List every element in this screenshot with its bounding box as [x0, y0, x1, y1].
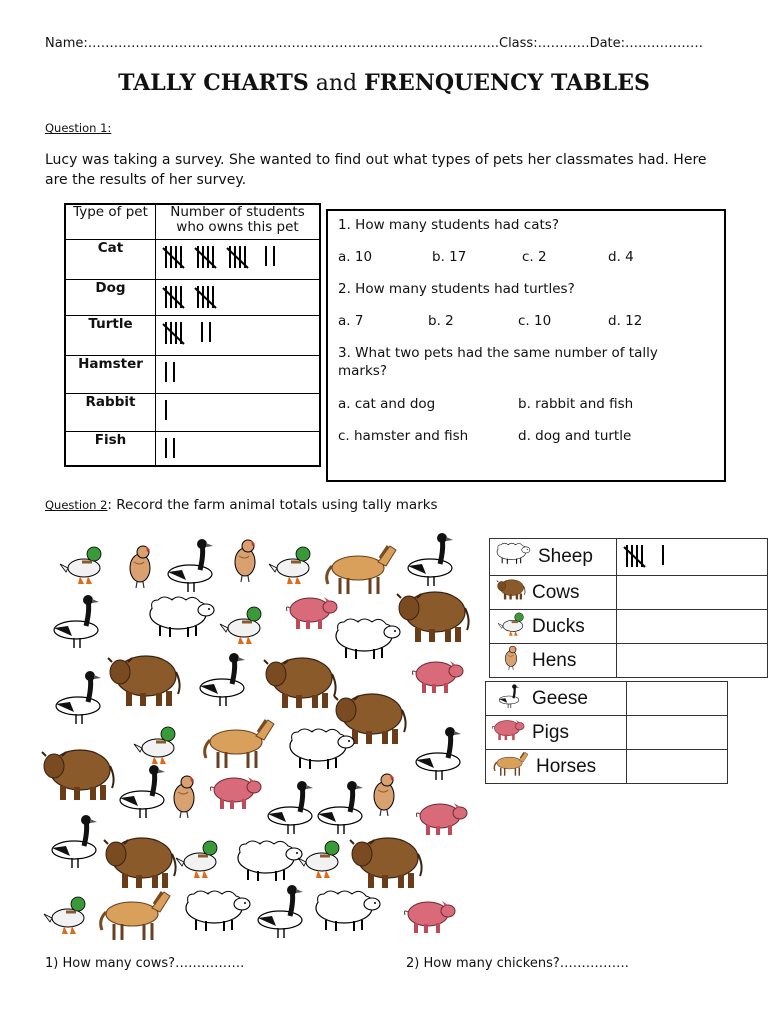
tally-cell — [156, 316, 321, 356]
farm-row-label — [486, 716, 627, 750]
farm-animals-scene — [40, 528, 480, 946]
pet-name: Fish — [65, 432, 156, 466]
mcq-question-3-line1: 3. What two pets had the same number of tally — [338, 345, 658, 361]
goose-icon — [492, 683, 526, 715]
tally-marks — [156, 394, 306, 424]
tally-cell — [156, 356, 321, 394]
duck-icon — [496, 611, 526, 643]
mcq-question-2: 2. How many students had turtles? — [338, 281, 575, 297]
title-and: and — [308, 71, 365, 96]
bottom-question-cows[interactable]: 1) How many cows?……………. — [45, 956, 245, 971]
mcq-question-3-line2: marks? — [338, 363, 387, 379]
col-type-of-pet: Type of pet — [65, 204, 156, 240]
animal-name: Ducks — [532, 615, 585, 637]
pet-tally-table — [64, 203, 321, 467]
farm-tally-chart-2 — [485, 681, 728, 784]
farm-row-label — [490, 644, 617, 678]
tally-cell — [156, 240, 321, 280]
tally-answer-cell[interactable] — [627, 682, 728, 716]
tally-marks — [156, 280, 306, 310]
question2-label: Question 2 — [45, 498, 108, 512]
farm-row-label — [486, 682, 627, 716]
question2-text: : Record the farm animal totals using tally marks — [107, 497, 438, 513]
farm-row-label — [490, 539, 617, 576]
sheep-icon — [496, 541, 532, 573]
pet-name: Dog — [65, 280, 156, 316]
mcq-option[interactable]: d. 12 — [608, 313, 643, 329]
question1-intro: Lucy was taking a survey. She wanted to find out what types of pets her classmates had. Here are the results of her survey. — [45, 152, 707, 188]
mcq-option[interactable]: a. cat and dog — [338, 396, 436, 412]
tally-cell — [156, 394, 321, 432]
mcq-option[interactable]: b. 2 — [428, 313, 454, 329]
tally-marks — [156, 432, 306, 462]
animal-name: Hens — [532, 649, 577, 671]
tally-marks — [156, 356, 306, 386]
farm-row-label — [490, 610, 617, 644]
animal-name: Horses — [536, 755, 597, 777]
mcq-option[interactable]: a. 10 — [338, 249, 373, 265]
animal-name: Cows — [532, 581, 580, 603]
animal-name: Pigs — [532, 721, 569, 743]
pet-name: Hamster — [65, 356, 156, 394]
question2-heading — [45, 497, 438, 513]
tally-answer-cell[interactable] — [627, 750, 728, 784]
pet-name: Turtle — [65, 316, 156, 356]
mcq-option[interactable]: b. rabbit and fish — [518, 396, 634, 412]
tally-answer-cell[interactable] — [617, 644, 768, 678]
mcq-option[interactable]: c. hamster and fish — [338, 428, 469, 444]
pet-name: Cat — [65, 240, 156, 280]
page-title — [0, 70, 768, 96]
mcq-option[interactable]: b. 17 — [432, 249, 467, 265]
mcq-option[interactable]: c. 2 — [522, 249, 547, 265]
hen-icon — [496, 645, 526, 677]
cow-icon — [496, 577, 526, 609]
tally-answer-cell[interactable] — [617, 539, 768, 576]
tally-answer-cell[interactable] — [627, 716, 728, 750]
col-number-of-students: Number of students who owns this pet — [156, 204, 321, 240]
tally-marks — [156, 316, 306, 346]
pet-name: Rabbit — [65, 394, 156, 432]
question1-label: Question 1: — [45, 121, 112, 135]
farm-tally-chart-1 — [489, 538, 768, 678]
title-part-frequency: FRENQUENCY TABLES — [364, 70, 650, 96]
mcq-option[interactable]: a. 7 — [338, 313, 364, 329]
farm-row-label — [490, 576, 617, 610]
mcq-option[interactable]: c. 10 — [518, 313, 552, 329]
title-part-tally-charts: TALLY CHARTS — [118, 70, 309, 96]
tally-answer-cell[interactable] — [617, 610, 768, 644]
tally-marks — [617, 539, 767, 569]
mcq-question-1: 1. How many students had cats? — [338, 217, 559, 233]
mcq-option[interactable]: d. dog and turtle — [518, 428, 632, 444]
bottom-question-chickens[interactable]: 2) How many chickens?……………. — [406, 956, 629, 971]
horse-icon — [492, 751, 530, 783]
farm-row-label — [486, 750, 627, 784]
mcq-option[interactable]: d. 4 — [608, 249, 634, 265]
tally-marks — [156, 240, 306, 270]
multiple-choice-box — [326, 209, 726, 482]
name-class-date-line[interactable]: Name:…………………………………………………………………………………..Class:…………Date:……………… — [45, 36, 704, 51]
tally-cell — [156, 432, 321, 466]
animal-name: Sheep — [538, 546, 593, 567]
tally-answer-cell[interactable] — [617, 576, 768, 610]
animal-name: Geese — [532, 687, 588, 709]
tally-cell — [156, 280, 321, 316]
pig-icon — [492, 717, 526, 749]
